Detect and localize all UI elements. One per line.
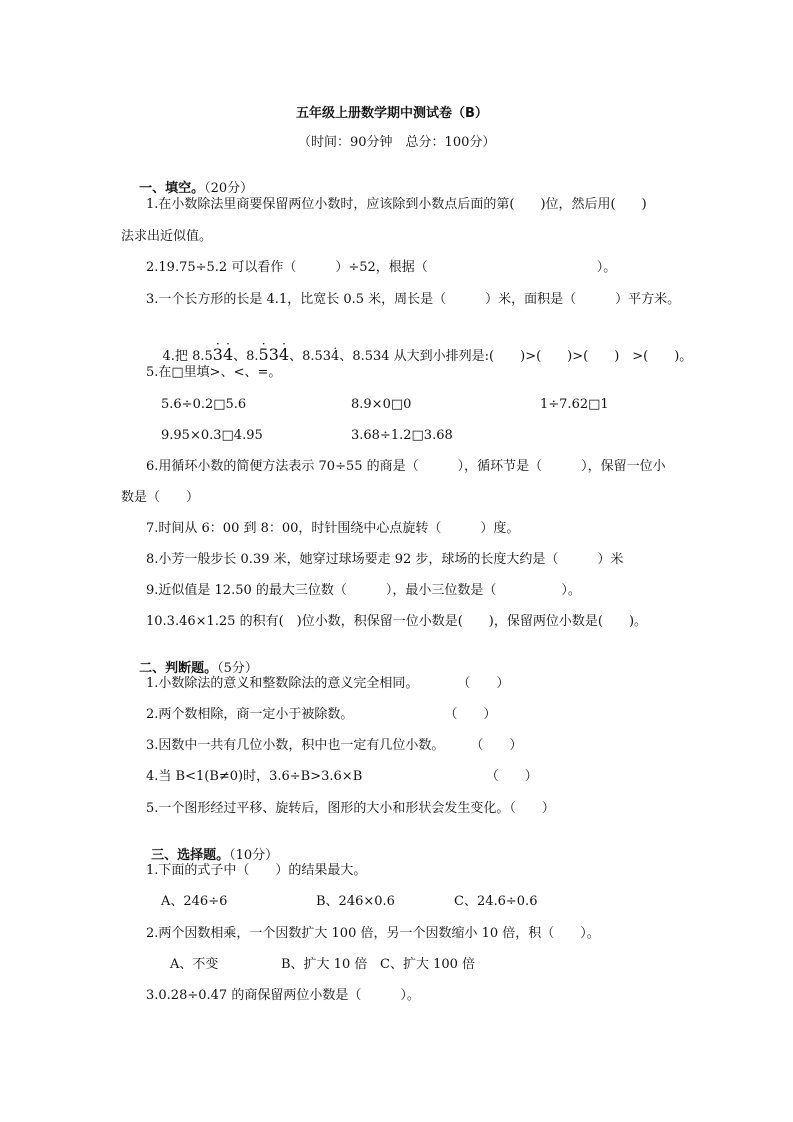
page-title: 五年级上册数学期中测试卷（B） [296, 106, 488, 121]
choice-option: B、246×0.6 [316, 894, 395, 909]
q1-1-line1: 1.在小数除法里商要保留两位小数时，应该除到小数点后面的第( )位，然后用( ) [146, 197, 647, 212]
section-3-points: （10分） [229, 848, 279, 863]
section-1-title: 一、填空。 [139, 181, 205, 196]
q1-4-repeat-digit: · 4 [223, 345, 233, 364]
q1-9: 9.近似值是 12.50 的最大三位数（ ），最小三位数是（ ）。 [146, 583, 581, 598]
q1-5-item: 1÷7.62□1 [540, 397, 609, 412]
choice-option: A、246÷6 [161, 894, 228, 909]
section-1-points: （20分） [204, 181, 254, 196]
choice-option: C、24.6÷0.6 [454, 894, 538, 909]
choice-q3: 3.0.28÷0.47 的商保留两位小数是（ ）。 [146, 988, 420, 1003]
section-3-title: 三、选择题。 [151, 848, 230, 863]
judge-item: 2.两个数相除，商一定小于被除数。 （ ） [146, 707, 497, 722]
q1-5-item: 8.9×0□0 [351, 397, 412, 412]
q1-4-repeat-digit: · 3 [213, 345, 223, 364]
judge-item: 5.一个图形经过平移、旋转后，图形的大小和形状会发生变化。（ ） [146, 801, 555, 816]
judge-item: 4.当 B<1(B≠0)时，3.6÷B>3.6×B （ ） [146, 769, 538, 784]
choice-option: C、扩大 100 倍 [380, 957, 476, 972]
q1-5-item: 5.6÷0.2□5.6 [161, 397, 247, 412]
q1-2: 2.19.75÷5.2 可以看作（ ）÷52，根据（ ）。 [146, 260, 617, 275]
judge-item: 1.小数除法的意义和整数除法的意义完全相同。 （ ） [146, 676, 510, 691]
q1-4-prefix: 4.把 8.5 [162, 349, 213, 364]
q1-4-sep: 、8. [233, 349, 259, 364]
choice-option: A、不变 [170, 957, 219, 972]
q1-1-line2: 法求出近似值。 [121, 229, 213, 244]
q1-10: 10.3.46×1.25 的积有( )位小数，积保留一位小数是( )，保留两位小数是( )。 [146, 614, 648, 629]
section-2-title: 二、判断题。 [139, 661, 218, 676]
q1-4-digit: 3 [268, 345, 279, 364]
q1-6-line1: 6.用循环小数的简便方法表示 70÷55 的商是（ ），循环节是（ ），保留一位小 [146, 459, 666, 474]
page-subtitle: （时间：90分钟 总分：100分） [298, 135, 496, 150]
q1-5-item: 9.95×0.3□4.95 [161, 428, 263, 443]
choice-q2: 2.两个因数相乘，一个因数扩大 100 倍，另一个因数缩小 10 倍，积（ ）。 [146, 926, 600, 941]
q1-4-suffix: 、8.534 从大到小排列是:( )>( )>( ) >( )。 [339, 349, 693, 364]
q1-7: 7.时间从 6：00 到 8：00，时针围绕中心点旋转（ ）度。 [146, 521, 520, 536]
choice-option: B、扩大 10 倍 [281, 957, 368, 972]
choice-q1: 1.下面的式子中（ ）的结果最大。 [146, 863, 367, 878]
q1-3: 3.一个长方形的长是 4.1，比宽长 0.5 米，周长是（ ）米，面积是（ ）平方米。 [146, 292, 681, 307]
q1-5-label: 5.在□里填>、<、=。 [146, 365, 282, 380]
q1-4-repeat-digit: · 5 [259, 345, 269, 364]
q1-5-item: 3.68÷1.2□3.68 [351, 428, 453, 443]
q1-6-line2: 数是（ ） [121, 490, 200, 505]
q1-4-repeat-digit: · 4 [331, 349, 339, 364]
section-2-points: （5分） [217, 661, 258, 676]
q1-4-sep: 、8.53 [289, 349, 332, 364]
judge-item: 3.因数中一共有几位小数，积中也一定有几位小数。 （ ） [146, 738, 523, 753]
q1-4-repeat-digit: · 4 [279, 345, 289, 364]
q1-8: 8.小芳一般步长 0.39 米，她穿过球场要走 92 步，球场的长度大约是（ ）米 [146, 552, 624, 567]
